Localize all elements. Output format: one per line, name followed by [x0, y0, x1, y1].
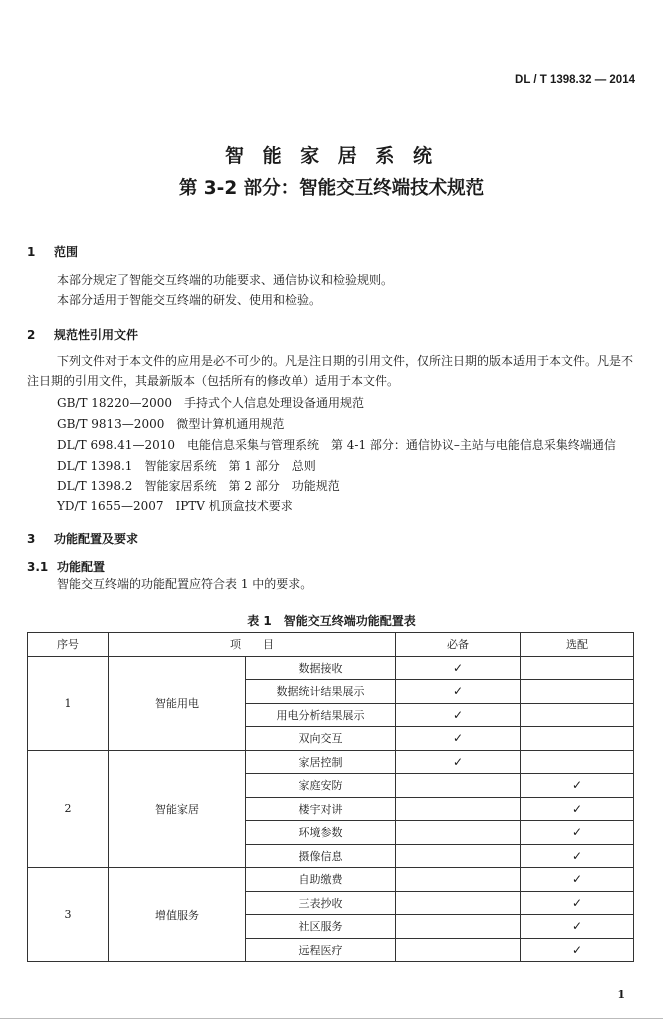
group-seq: 3	[28, 868, 109, 962]
optional-cell: ✓	[521, 868, 634, 892]
item-cell: 数据统计结果展示	[246, 680, 396, 704]
optional-cell	[521, 727, 634, 751]
function-config-table	[27, 632, 634, 962]
section-title: 规范性引用文件	[54, 328, 139, 342]
required-cell: ✓	[396, 727, 521, 751]
required-cell: ✓	[396, 703, 521, 727]
item-cell: 摄像信息	[246, 844, 396, 868]
optional-cell: ✓	[521, 915, 634, 939]
section-3-heading	[27, 530, 138, 547]
item-cell: 环境参数	[246, 821, 396, 845]
required-cell	[396, 821, 521, 845]
table-row	[28, 750, 634, 774]
optional-cell	[521, 750, 634, 774]
optional-cell: ✓	[521, 938, 634, 962]
required-cell	[396, 891, 521, 915]
reference-item: DL/T 1398.1 智能家居系统 第 1 部分 总则	[57, 459, 316, 473]
table-row	[28, 656, 634, 680]
table-header-row	[28, 633, 634, 657]
section-number: 3	[27, 532, 36, 546]
item-cell: 远程医疗	[246, 938, 396, 962]
required-cell: ✓	[396, 656, 521, 680]
optional-cell	[521, 656, 634, 680]
reference-item: DL/T 698.41—2010 电能信息采集与管理系统 第 4-1 部分：通信协议–主站与电能信息采集终端通信	[57, 438, 616, 452]
group-name: 智能用电	[109, 656, 246, 750]
section-1-line-1: 本部分规定了智能交互终端的功能要求、通信协议和检验规则。	[57, 273, 394, 287]
optional-cell: ✓	[521, 821, 634, 845]
optional-cell: ✓	[521, 891, 634, 915]
item-cell: 自助缴费	[246, 868, 396, 892]
header-item: 项 目	[109, 633, 396, 657]
item-cell: 双向交互	[246, 727, 396, 751]
required-cell	[396, 868, 521, 892]
item-cell: 楼宇对讲	[246, 797, 396, 821]
subsection-title: 功能配置	[57, 560, 106, 574]
required-cell: ✓	[396, 750, 521, 774]
table-caption: 表 1 智能交互终端功能配置表	[247, 614, 416, 628]
optional-cell: ✓	[521, 774, 634, 798]
group-seq: 2	[28, 750, 109, 868]
optional-cell: ✓	[521, 844, 634, 868]
section-title: 功能配置及要求	[54, 532, 139, 546]
header-seq: 序号	[28, 633, 109, 657]
required-cell	[396, 844, 521, 868]
section-1-heading	[27, 243, 78, 260]
standard-code: DL / T 1398.32 — 2014	[515, 74, 635, 86]
required-cell: ✓	[396, 680, 521, 704]
optional-cell: ✓	[521, 797, 634, 821]
item-cell: 家居控制	[246, 750, 396, 774]
page-bottom-rule	[0, 1018, 663, 1019]
reference-item: YD/T 1655—2007 IPTV 机顶盒技术要求	[57, 499, 293, 513]
section-2-intro: 下列文件对于本文件的应用是必不可少的。凡是注日期的引用文件，仅所注日期的版本适用于本文件。凡是不注日期的引用文件，其最新版本（包括所有的修改单）适用于本文件。	[27, 354, 634, 388]
page-number: 1	[617, 988, 625, 1001]
section-title: 范围	[54, 245, 79, 259]
group-seq: 1	[28, 656, 109, 750]
required-cell	[396, 938, 521, 962]
subsection-3-1-heading	[27, 558, 105, 575]
document-title: 智 能 家 居 系 统	[224, 145, 439, 167]
optional-cell	[521, 703, 634, 727]
reference-item: GB/T 18220—2000 手持式个人信息处理设备通用规范	[57, 396, 364, 410]
group-name: 智能家居	[109, 750, 246, 868]
optional-cell	[521, 680, 634, 704]
section-number: 2	[27, 328, 36, 342]
group-name: 增值服务	[109, 868, 246, 962]
reference-item: GB/T 9813—2000 微型计算机通用规范	[57, 417, 285, 431]
item-cell: 数据接收	[246, 656, 396, 680]
item-cell: 用电分析结果展示	[246, 703, 396, 727]
section-2-heading	[27, 326, 138, 343]
header-optional: 选配	[521, 633, 634, 657]
header-required: 必备	[396, 633, 521, 657]
section-number: 1	[27, 245, 36, 259]
subsection-number: 3.1	[27, 560, 49, 574]
required-cell	[396, 797, 521, 821]
subsection-3-1-text: 智能交互终端的功能配置应符合表 1 中的要求。	[57, 577, 313, 591]
item-cell: 家庭安防	[246, 774, 396, 798]
required-cell	[396, 774, 521, 798]
required-cell	[396, 915, 521, 939]
item-cell: 三表抄收	[246, 891, 396, 915]
document-subtitle: 第 3-2 部分：智能交互终端技术规范	[178, 178, 485, 199]
reference-item: DL/T 1398.2 智能家居系统 第 2 部分 功能规范	[57, 479, 340, 493]
section-1-line-2: 本部分适用于智能交互终端的研发、使用和检验。	[57, 293, 322, 307]
table-row	[28, 868, 634, 892]
item-cell: 社区服务	[246, 915, 396, 939]
